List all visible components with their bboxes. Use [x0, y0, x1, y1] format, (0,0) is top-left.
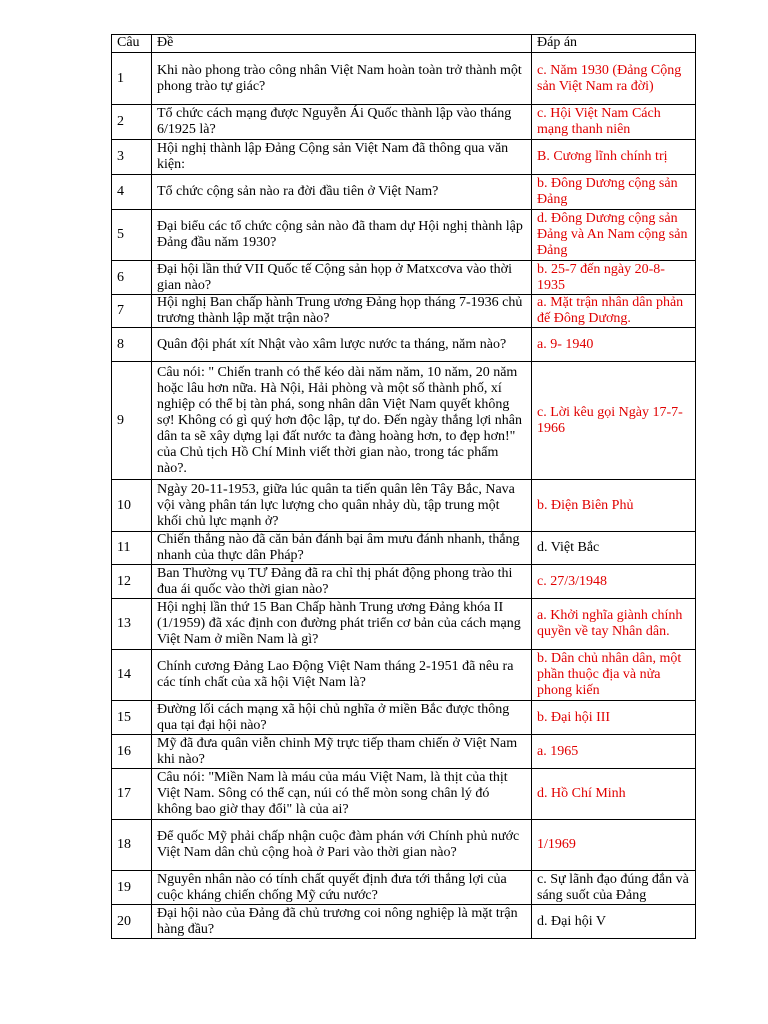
answer-text: B. Cương lĩnh chính trị: [532, 140, 696, 175]
table-row: [112, 871, 696, 905]
table-header: [112, 35, 696, 53]
question-text: Ngày 20-11-1953, giữa lúc quân ta tiến quân lên Tây Bắc, Nava vội vàng phân tán lực lượng cho quân nhảy dù, tập trung một khối chủ lực mạnh ở?: [152, 480, 532, 532]
question-number: 12: [112, 565, 152, 599]
question-number: 9: [112, 362, 152, 480]
header-question: Đề: [152, 35, 532, 53]
question-number: 15: [112, 701, 152, 735]
question-number: 2: [112, 105, 152, 140]
table-row: [112, 532, 696, 565]
question-text: Câu nói: " Chiến tranh có thể kéo dài năm năm, 10 năm, 20 năm hoặc lâu hơn nữa. Hà Nội, Hải phòng và một số thành phố, xí nghiệp có thể bị tàn phá, song nhân dân Việt Nam quyết không sợ! Không có gì quý hơn độc lập, tự do. Đến ngày thắng lợi nhân dân ta sẽ xây dựng lại đất nước ta đàng hoàng hơn, to đẹp hơn!" của Chủ tịch Hồ Chí Minh viết thời gian nào, trong tác phẩm nào?.: [152, 362, 532, 480]
table-row: [112, 105, 696, 140]
table-row: [112, 599, 696, 650]
question-text: Chính cương Đảng Lao Động Việt Nam tháng 2-1951 đã nêu ra các tính chất của xã hội Việt Nam là?: [152, 650, 532, 701]
answer-text: 1/1969: [532, 820, 696, 871]
table-row: [112, 565, 696, 599]
answer-text: a. Khởi nghĩa giành chính quyền về tay Nhân dân.: [532, 599, 696, 650]
table-row: [112, 175, 696, 210]
table-row: [112, 735, 696, 769]
question-number: 20: [112, 905, 152, 939]
header-num: Câu: [112, 35, 152, 53]
question-text: Hội nghị thành lập Đảng Cộng sản Việt Nam đã thông qua văn kiện:: [152, 140, 532, 175]
answer-text: a. 1965: [532, 735, 696, 769]
answer-text: c. Lời kêu gọi Ngày 17-7- 1966: [532, 362, 696, 480]
question-number: 3: [112, 140, 152, 175]
table-row: [112, 650, 696, 701]
question-text: Câu nói: "Miền Nam là máu của máu Việt Nam, là thịt của thịt Việt Nam. Sông có thể cạn, núi có thể mòn song chân lý đó không bao giờ thay đổi" là của ai?: [152, 769, 532, 820]
table-row: [112, 261, 696, 295]
question-text: Quân đội phát xít Nhật vào xâm lược nước ta tháng, năm nào?: [152, 328, 532, 362]
answer-text: d. Đại hội V: [532, 905, 696, 939]
question-number: 6: [112, 261, 152, 295]
answer-text: c. 27/3/1948: [532, 565, 696, 599]
answer-text: b. Điện Biên Phủ: [532, 480, 696, 532]
question-text: Chiến thắng nào đã căn bản đánh bại âm mưu đánh nhanh, thắng nhanh của thực dân Pháp?: [152, 532, 532, 565]
header-answer: Đáp án: [532, 35, 696, 53]
question-text: Tổ chức cách mạng được Nguyễn Ái Quốc thành lập vào tháng 6/1925 là?: [152, 105, 532, 140]
question-number: 1: [112, 53, 152, 105]
table-row: [112, 362, 696, 480]
question-number: 7: [112, 295, 152, 328]
question-text: Tổ chức cộng sản nào ra đời đầu tiên ở Việt Nam?: [152, 175, 532, 210]
answer-text: b. Đại hội III: [532, 701, 696, 735]
answer-text: a. 9- 1940: [532, 328, 696, 362]
question-text: Đường lối cách mạng xã hội chủ nghĩa ở miền Bắc được thông qua tại đại hội nào?: [152, 701, 532, 735]
answer-text: b. 25-7 đến ngày 20-8-1935: [532, 261, 696, 295]
question-text: Hội nghị lần thứ 15 Ban Chấp hành Trung ương Đảng khóa II (1/1959) đã xác định con đường phát triển cơ bản của cách mạng Việt Nam ở miền Nam là gì?: [152, 599, 532, 650]
question-number: 14: [112, 650, 152, 701]
question-number: 19: [112, 871, 152, 905]
question-number: 18: [112, 820, 152, 871]
table-row: [112, 820, 696, 871]
table-row: [112, 328, 696, 362]
question-text: Đại biểu các tổ chức cộng sản nào đã tham dự Hội nghị thành lập Đảng đầu năm 1930?: [152, 210, 532, 261]
question-text: Mỹ đã đưa quân viễn chinh Mỹ trực tiếp tham chiến ở Việt Nam khi nào?: [152, 735, 532, 769]
question-text: Nguyên nhân nào có tính chất quyết định đưa tới thắng lợi của cuộc kháng chiến chống Mỹ cứu nước?: [152, 871, 532, 905]
answer-text: c. Năm 1930 (Đảng Cộng sản Việt Nam ra đời): [532, 53, 696, 105]
answer-text: a. Mặt trận nhân dân phản đế Đông Dương.: [532, 295, 696, 328]
answer-text: d. Hồ Chí Minh: [532, 769, 696, 820]
question-text: Khi nào phong trào công nhân Việt Nam hoàn toàn trở thành một phong trào tự giác?: [152, 53, 532, 105]
table-row: [112, 701, 696, 735]
answer-text: d. Đông Dương cộng sản Đảng và An Nam cộng sản Đảng: [532, 210, 696, 261]
table-row: [112, 295, 696, 328]
table-row: [112, 769, 696, 820]
answer-text: b. Đông Dương cộng sản Đảng: [532, 175, 696, 210]
table-row: [112, 480, 696, 532]
table-row: [112, 210, 696, 261]
question-number: 10: [112, 480, 152, 532]
question-text: Ban Thường vụ TƯ Đảng đã ra chỉ thị phát động phong trào thi đua ái quốc vào thời gian nào?: [152, 565, 532, 599]
table-body: [112, 53, 696, 939]
header-row: [112, 35, 696, 53]
quiz-table: [111, 34, 696, 939]
table-row: [112, 53, 696, 105]
question-number: 13: [112, 599, 152, 650]
question-text: Đại hội nào của Đảng đã chủ trương coi nông nghiệp là mặt trận hàng đầu?: [152, 905, 532, 939]
question-number: 11: [112, 532, 152, 565]
question-number: 5: [112, 210, 152, 261]
answer-text: b. Dân chủ nhân dân, một phần thuộc địa và nửa phong kiến: [532, 650, 696, 701]
question-text: Hội nghị Ban chấp hành Trung ương Đảng họp tháng 7-1936 chủ trương thành lập mặt trận nào?: [152, 295, 532, 328]
question-text: Để quốc Mỹ phải chấp nhận cuộc đàm phán với Chính phủ nước Việt Nam dân chủ cộng hoà ở Pari vào thời gian nào?: [152, 820, 532, 871]
question-number: 4: [112, 175, 152, 210]
question-number: 17: [112, 769, 152, 820]
question-number: 16: [112, 735, 152, 769]
answer-text: c. Hội Việt Nam Cách mạng thanh niên: [532, 105, 696, 140]
question-number: 8: [112, 328, 152, 362]
table-row: [112, 140, 696, 175]
answer-text: c. Sự lãnh đạo đúng đắn và sáng suốt của Đảng: [532, 871, 696, 905]
table-row: [112, 905, 696, 939]
answer-text: d. Việt Bắc: [532, 532, 696, 565]
question-text: Đại hội lần thứ VII Quốc tế Cộng sản họp ở Matxcơva vào thời gian nào?: [152, 261, 532, 295]
